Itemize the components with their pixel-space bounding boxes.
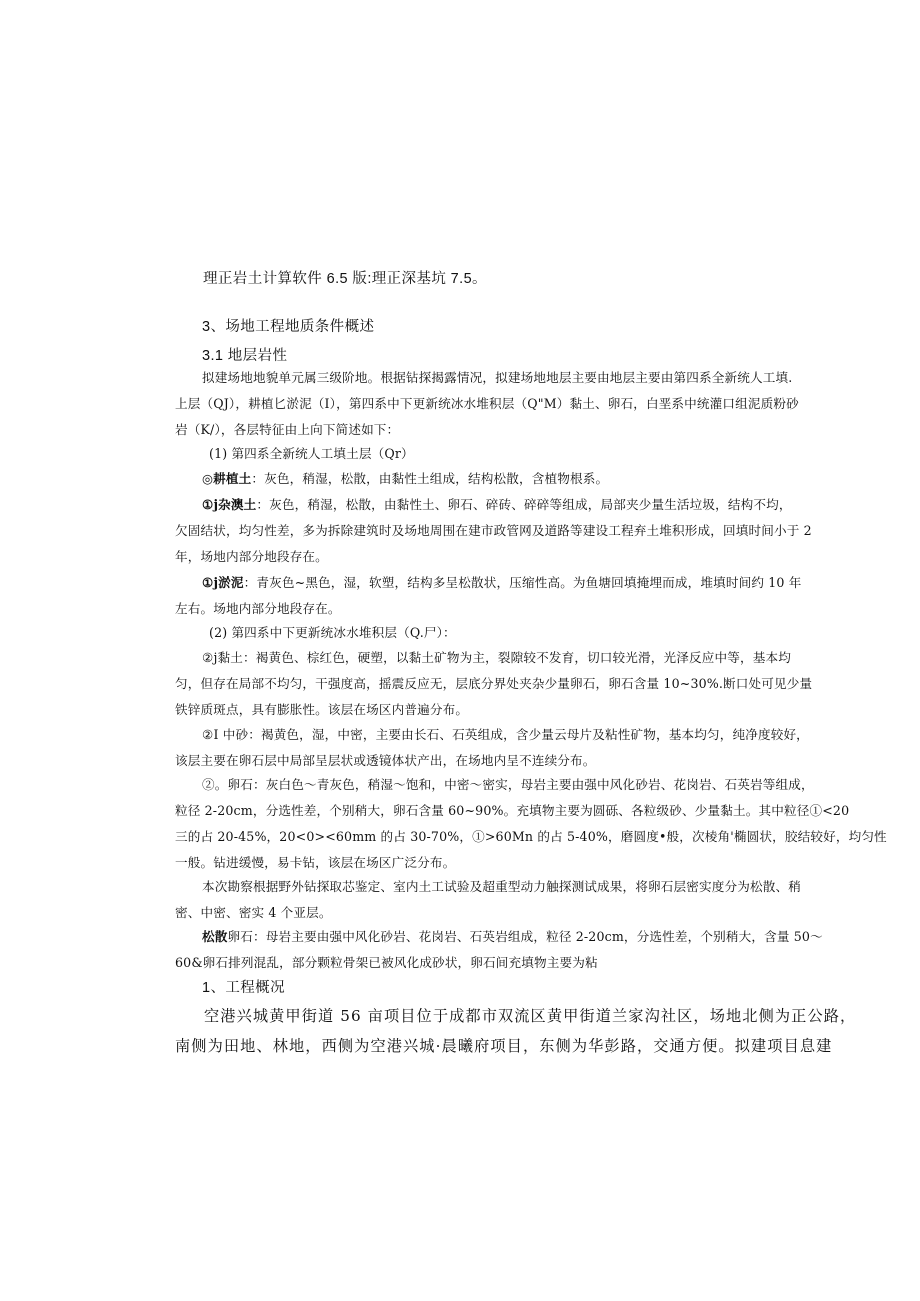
text-line: 60&卵石排列混乱，部分颗粒骨架已被风化成砂状，卵石间充填物主要为粘 — [175, 955, 598, 970]
text-line: 该层主要在卵石层中局部呈层状或透镜体状产出，在场地内呈不连续分布。 — [175, 753, 596, 768]
survey-paragraph — [175, 874, 801, 926]
text-line — [175, 492, 812, 518]
text-line — [175, 924, 823, 950]
layer-1-heading: (1) 第四系全新统人工填土层（Qr） — [209, 446, 414, 461]
software-version-line: 理正岩土计算软件 6.5 版:理正深基坑 7.5。 — [203, 271, 487, 287]
miscellaneous-fill-paragraph — [175, 492, 812, 570]
text-line: 岩（K/），各层特征由上向下简述如下： — [175, 422, 400, 437]
plant-soil-term: ◎耕植土 — [202, 471, 252, 486]
text-line: 匀，但存在局部不均匀，干强度高，摇震反应无，层底分界处夹杂少量卵石，卵石含量 10~30%.断口处可见少量 — [175, 676, 813, 691]
plant-soil-text: ：灰色，稍湿，松散，由黏性土组成，结构松散，含植物根系。 — [251, 471, 609, 486]
stratum-intro-paragraph — [175, 365, 799, 443]
text-line: 左右。场地内部分地段存在。 — [175, 601, 341, 616]
section-1-heading: 1、工程概况 — [202, 980, 285, 996]
plant-soil-paragraph — [202, 466, 608, 492]
section-3-heading: 3、场地工程地质条件概述 — [202, 319, 375, 335]
loose-pebble-first-line: 卵石：母岩主要由强中风化砂岩、花岗岩、石英岩组成，粒径 2-20cm，分选性差，个别稍大，含量 50～ — [227, 929, 823, 944]
pebble-paragraph — [175, 772, 887, 876]
silt-mud-paragraph — [175, 570, 801, 622]
text-line: 铁锌质斑点，具有膨胀性。该层在场区内普遍分布。 — [175, 702, 469, 717]
text-line: 年，场地内部分地段存在。 — [175, 549, 328, 564]
loose-pebble-paragraph — [175, 924, 823, 976]
text-line: 空港兴城黄甲街道 56 亩项目位于成都市双流区黄甲街道兰家沟社区，场地北侧为正公路， — [204, 1007, 857, 1025]
text-line: 密、中密、密实 4 个亚层。 — [175, 905, 332, 920]
miscellaneous-fill-first-line: ：灰色，稍湿，松散，由黏性土、卵石、碎砖、碎碎等组成，局部夹少量生活垃圾，结构不均， — [256, 497, 792, 512]
text-line: 粒径 2-20cm，分选性差，个别稍大，卵石含量 60~90%。充填物主要为圆砾、各粒级砂、少量黏土。其中粒径①<20 — [175, 803, 850, 818]
text-line: 三的占 20-45%，20<0><60mm 的占 30-70%，①>60Mn 的占 5-40%，磨圆度•般，次棱角'椭圆状，胶结较好，均匀性 — [175, 829, 887, 844]
miscellaneous-fill-term: ①j杂澳土 — [202, 497, 257, 512]
text-line: 南侧为田地、林地，西侧为空港兴城·晨曦府项目，东侧为华彭路，交通方便。拟建项目息建 — [175, 1037, 833, 1055]
medium-sand-paragraph — [175, 722, 809, 774]
project-overview-paragraph — [175, 1001, 856, 1061]
text-line: 本次勘察根据野外钻探取芯鉴定、室内土工试验及超重型动力触探测试成果，将卵石层密实度分为松散、稍 — [202, 879, 801, 894]
silt-mud-first-line: ：青灰色~黑色，湿，软塑，结构多呈松散状，压缩性高。为鱼塘回填掩埋而成，堆填时间约 10 年 — [243, 575, 802, 590]
text-line: ②j黏土：褐黄色、棕红色，硬塑，以黏土矿物为主，裂隙较不发育，切口较光滑，光泽反应中等，基本均 — [202, 650, 791, 665]
text-line — [175, 570, 801, 596]
text-line: 拟建场地地貌单元属三级阶地。根据钻探揭露情况，拟建场地地层主要由地层主要由第四系全新统人工填. — [202, 370, 793, 385]
text-line: ②。卵石：灰白色～青灰色，稍湿～饱和，中密～密实，母岩主要由强中风化砂岩、花岗岩、石英岩等组成， — [202, 777, 814, 792]
text-line: 一般。钻进缓慢，易卡钻，该层在场区广泛分布。 — [175, 855, 456, 870]
text-line: 欠固结状，均匀性差，多为拆除建筑时及场地周围在建市政管网及道路等建设工程弃土堆积形成，回填时间小于 2 — [175, 523, 812, 538]
layer-2-heading: (2) 第四系中下更新统冰水堆积层（Q.尸）： — [209, 625, 456, 640]
loose-pebble-term: 松散 — [202, 929, 228, 944]
clay-paragraph — [175, 645, 812, 723]
section-3-1-heading: 3.1 地层岩性 — [202, 348, 288, 364]
silt-mud-term: ①j淤泥 — [202, 575, 244, 590]
text-line: 上层（QJ），耕植匕淤泥（I），第四系中下更新统冰水堆积层（Q"M）黏土、卵石，白垩系中统灌口组泥质粉砂 — [175, 396, 799, 411]
text-line: ②I 中砂：褐黄色，湿，中密，主要由长石、石英组成，含少量云母片及粘性矿物，基本均匀，纯净度较好， — [202, 727, 809, 742]
